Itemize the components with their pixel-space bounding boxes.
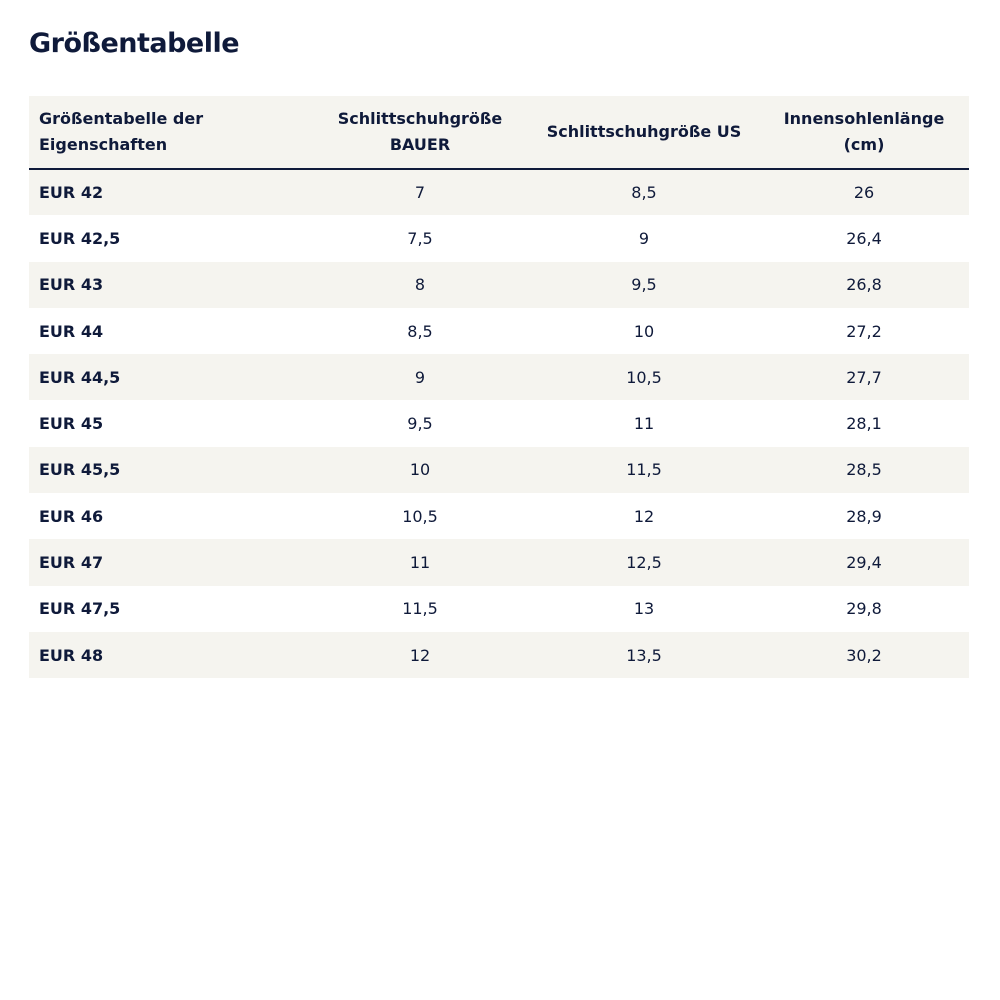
- size-table: [29, 96, 969, 678]
- eur-size-cell: EUR 42: [39, 183, 104, 203]
- us-size-cell: 10,5: [626, 367, 662, 387]
- table-row: [29, 447, 969, 493]
- table-row: [29, 586, 969, 632]
- insole-length-cell: 28,1: [846, 414, 882, 434]
- insole-length-cell: 26,8: [846, 275, 882, 295]
- us-size-cell: 9: [638, 228, 650, 248]
- size-table-body: [29, 169, 969, 678]
- table-row: [29, 400, 969, 446]
- eur-size-cell: EUR 45: [39, 414, 104, 434]
- eur-size-cell: EUR 46: [39, 506, 104, 526]
- bauer-size-cell: 8: [414, 275, 426, 295]
- table-row: [29, 169, 969, 215]
- us-size-cell: 8,5: [631, 183, 657, 203]
- us-size-cell: 10: [633, 321, 655, 341]
- eur-size-cell: EUR 44,5: [39, 367, 121, 387]
- header-row: [29, 96, 969, 169]
- eur-size-cell: EUR 42,5: [39, 228, 121, 248]
- insole-length-cell: 26: [853, 183, 875, 203]
- header-property: Größentabelle der Eigenschaften: [29, 96, 311, 169]
- us-size-cell: 13: [633, 599, 655, 619]
- page-title: Größentabelle: [29, 28, 240, 59]
- insole-length-cell: 27,2: [846, 321, 882, 341]
- bauer-size-cell: 7: [414, 183, 426, 203]
- table-row: [29, 493, 969, 539]
- bauer-size-cell: 11: [409, 553, 431, 573]
- table-row: [29, 308, 969, 354]
- bauer-size-cell: 9,5: [407, 414, 433, 434]
- insole-length-cell: 29,4: [846, 553, 882, 573]
- bauer-size-cell: 8,5: [407, 321, 433, 341]
- us-size-cell: 13,5: [626, 645, 662, 665]
- us-size-cell: 9,5: [631, 275, 657, 295]
- us-size-cell: 11,5: [626, 460, 662, 480]
- header-insole-length: Innensohlenlänge (cm): [759, 96, 969, 169]
- table-row: [29, 262, 969, 308]
- eur-size-cell: EUR 45,5: [39, 460, 121, 480]
- eur-size-cell: EUR 44: [39, 321, 104, 341]
- header-bauer-size: Schlittschuhgröße BAUER: [311, 96, 529, 169]
- eur-size-cell: EUR 47,5: [39, 599, 121, 619]
- insole-length-cell: 30,2: [846, 645, 882, 665]
- bauer-size-cell: 9: [414, 367, 426, 387]
- us-size-cell: 11: [633, 414, 655, 434]
- table-row: [29, 539, 969, 585]
- table-row: [29, 215, 969, 261]
- us-size-cell: 12,5: [626, 553, 662, 573]
- bauer-size-cell: 11,5: [402, 599, 438, 619]
- insole-length-cell: 28,9: [846, 506, 882, 526]
- bauer-size-cell: 10,5: [402, 506, 438, 526]
- size-table-header: [29, 96, 969, 169]
- insole-length-cell: 29,8: [846, 599, 882, 619]
- eur-size-cell: EUR 48: [39, 645, 104, 665]
- bauer-size-cell: 10: [409, 460, 431, 480]
- eur-size-cell: EUR 47: [39, 553, 104, 573]
- insole-length-cell: 26,4: [846, 228, 882, 248]
- table-row: [29, 354, 969, 400]
- size-table-container: [29, 96, 969, 678]
- us-size-cell: 12: [633, 506, 655, 526]
- bauer-size-cell: 7,5: [407, 228, 433, 248]
- insole-length-cell: 28,5: [846, 460, 882, 480]
- insole-length-cell: 27,7: [846, 367, 882, 387]
- bauer-size-cell: 12: [409, 645, 431, 665]
- header-us-size: Schlittschuhgröße US: [529, 96, 759, 169]
- eur-size-cell: EUR 43: [39, 275, 104, 295]
- table-row: [29, 632, 969, 678]
